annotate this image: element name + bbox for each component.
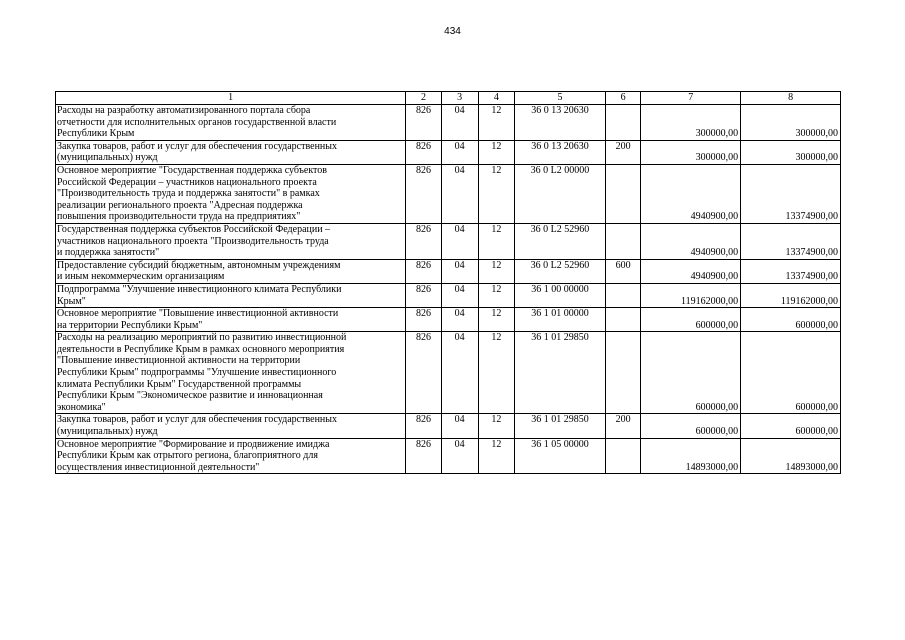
- expense-name-line: отчетности для исполнительных органов государственной власти: [57, 116, 337, 128]
- target-article-cell: 36 0 L2 52960: [515, 259, 606, 283]
- expense-name-line: Республики Крым" подпрограммы "Улучшение инвестиционного: [57, 367, 337, 379]
- section-code-cell: 04: [441, 140, 478, 164]
- section-code-cell: 04: [441, 308, 478, 332]
- amount-year2-cell: 14893000,00: [741, 438, 841, 474]
- table-row: [56, 308, 841, 332]
- ministry-code-cell: 826: [406, 414, 442, 438]
- table-row: [56, 438, 841, 474]
- table-row: [56, 223, 841, 259]
- expense-name-cell: [56, 332, 406, 414]
- expense-name-line: реализации регионального проекта "Адресная поддержка: [57, 199, 303, 211]
- expense-type-cell: [605, 105, 641, 141]
- target-article-cell: 36 0 L2 00000: [515, 164, 606, 223]
- subsection-code-cell: 12: [478, 308, 515, 332]
- expense-name-line: экономика": [57, 401, 106, 413]
- subsection-code-cell: 12: [478, 414, 515, 438]
- column-number: 6: [605, 92, 641, 105]
- expense-type-cell: [605, 223, 641, 259]
- expense-name-cell: [56, 283, 406, 307]
- section-code-cell: 04: [441, 105, 478, 141]
- amount-year1-cell: 14893000,00: [641, 438, 741, 474]
- subsection-code-cell: 12: [478, 223, 515, 259]
- subsection-code-cell: 12: [478, 259, 515, 283]
- expense-name-line: Предоставление субсидий бюджетным, автономным учреждениям: [57, 259, 341, 271]
- budget-table: [55, 91, 841, 474]
- expense-name-line: и поддержка занятости": [57, 247, 160, 259]
- target-article-cell: 36 1 01 00000: [515, 308, 606, 332]
- amount-year2-cell: 600000,00: [741, 332, 841, 414]
- expense-name-cell: [56, 164, 406, 223]
- amount-year2-cell: 600000,00: [741, 308, 841, 332]
- expense-name-line: Закупка товаров, работ и услуг для обеспечения государственных: [57, 140, 338, 152]
- target-article-cell: 36 0 13 20630: [515, 105, 606, 141]
- expense-name-line: Республики Крым "Экономическое развитие и инновационная: [57, 390, 323, 402]
- amount-year2-cell: 13374900,00: [741, 164, 841, 223]
- amount-year1-cell: 300000,00: [641, 105, 741, 141]
- expense-name-line: и иным некоммерческим организациям: [57, 271, 225, 283]
- expense-type-cell: [605, 332, 641, 414]
- expense-name-line: (муниципальных) нужд: [57, 426, 158, 438]
- ministry-code-cell: 826: [406, 105, 442, 141]
- target-article-cell: 36 1 01 29850: [515, 414, 606, 438]
- section-code-cell: 04: [441, 283, 478, 307]
- expense-type-cell: [605, 308, 641, 332]
- expense-name-line: осуществления инвестиционной деятельности": [57, 461, 260, 473]
- expense-name-cell: [56, 414, 406, 438]
- ministry-code-cell: 826: [406, 164, 442, 223]
- expense-name-line: (муниципальных) нужд: [57, 152, 158, 164]
- column-number-row: [56, 92, 841, 105]
- amount-year2-cell: 600000,00: [741, 414, 841, 438]
- column-number: 8: [741, 92, 841, 105]
- amount-year2-cell: 119162000,00: [741, 283, 841, 307]
- target-article-cell: 36 0 L2 52960: [515, 223, 606, 259]
- table-row: [56, 414, 841, 438]
- expense-name-line: участников национального проекта "Производительность труда: [57, 235, 329, 247]
- expense-name-line: Основное мероприятие "Повышение инвестиционной активности: [57, 308, 339, 320]
- ministry-code-cell: 826: [406, 140, 442, 164]
- expense-name-cell: [56, 223, 406, 259]
- expense-name-line: Российской Федерации – участников национального проекта: [57, 176, 317, 188]
- expense-type-cell: 200: [605, 140, 641, 164]
- ministry-code-cell: 826: [406, 438, 442, 474]
- expense-name-line: Подпрограмма "Улучшение инвестиционного климата Республики: [57, 283, 342, 295]
- expense-name-line: климата Республики Крым" Государственной программы: [57, 378, 302, 390]
- expense-name-cell: [56, 308, 406, 332]
- expense-name-line: на территории Республики Крым": [57, 319, 203, 331]
- ministry-code-cell: 826: [406, 283, 442, 307]
- target-article-cell: 36 1 05 00000: [515, 438, 606, 474]
- ministry-code-cell: 826: [406, 259, 442, 283]
- page-number: 434: [444, 26, 461, 37]
- expense-type-cell: 200: [605, 414, 641, 438]
- section-code-cell: 04: [441, 438, 478, 474]
- amount-year2-cell: 13374900,00: [741, 259, 841, 283]
- expense-name-line: Республики Крым: [57, 128, 135, 140]
- target-article-cell: 36 1 01 29850: [515, 332, 606, 414]
- amount-year1-cell: 600000,00: [641, 308, 741, 332]
- section-code-cell: 04: [441, 223, 478, 259]
- amount-year1-cell: 600000,00: [641, 414, 741, 438]
- table-row: [56, 105, 841, 141]
- ministry-code-cell: 826: [406, 223, 442, 259]
- amount-year1-cell: 600000,00: [641, 332, 741, 414]
- column-number: 3: [441, 92, 478, 105]
- subsection-code-cell: 12: [478, 283, 515, 307]
- expense-name-line: повышения производительности труда на предприятиях": [57, 211, 301, 223]
- expense-type-cell: [605, 283, 641, 307]
- column-number: 5: [515, 92, 606, 105]
- table-row: [56, 259, 841, 283]
- amount-year2-cell: 13374900,00: [741, 223, 841, 259]
- column-number: 7: [641, 92, 741, 105]
- expense-name-line: Основное мероприятие "Государственная поддержка субъектов: [57, 164, 328, 176]
- expense-name-line: Закупка товаров, работ и услуг для обеспечения государственных: [57, 414, 338, 426]
- ministry-code-cell: 826: [406, 308, 442, 332]
- expense-name-line: "Повышение инвестиционной активности на территории: [57, 355, 301, 367]
- column-number: 1: [56, 92, 406, 105]
- expense-type-cell: 600: [605, 259, 641, 283]
- subsection-code-cell: 12: [478, 332, 515, 414]
- target-article-cell: 36 0 13 20630: [515, 140, 606, 164]
- table-row: [56, 164, 841, 223]
- subsection-code-cell: 12: [478, 105, 515, 141]
- amount-year1-cell: 4940900,00: [641, 259, 741, 283]
- section-code-cell: 04: [441, 414, 478, 438]
- expense-name-line: "Производительность труда и поддержка занятости" в рамках: [57, 188, 320, 200]
- subsection-code-cell: 12: [478, 164, 515, 223]
- expense-type-cell: [605, 164, 641, 223]
- expense-name-cell: [56, 140, 406, 164]
- amount-year1-cell: 4940900,00: [641, 223, 741, 259]
- expense-name-line: Государственная поддержка субъектов Российской Федерации –: [57, 223, 331, 235]
- ministry-code-cell: 826: [406, 332, 442, 414]
- section-code-cell: 04: [441, 164, 478, 223]
- expense-type-cell: [605, 438, 641, 474]
- expense-name-line: деятельности в Республике Крым в рамках основного мероприятия: [57, 343, 345, 355]
- expense-name-line: Расходы на реализацию мероприятий по развитию инвестиционной: [57, 332, 347, 344]
- expense-name-cell: [56, 105, 406, 141]
- subsection-code-cell: 12: [478, 140, 515, 164]
- expense-name-cell: [56, 259, 406, 283]
- expense-name-line: Республики Крым как отрытого региона, благоприятного для: [57, 450, 318, 462]
- subsection-code-cell: 12: [478, 438, 515, 474]
- expense-name-line: Расходы на разработку автоматизированного портала сбора: [57, 105, 311, 116]
- table-row: [56, 332, 841, 414]
- column-number: 4: [478, 92, 515, 105]
- amount-year1-cell: 4940900,00: [641, 164, 741, 223]
- table-row: [56, 140, 841, 164]
- column-number: 2: [406, 92, 442, 105]
- target-article-cell: 36 1 00 00000: [515, 283, 606, 307]
- section-code-cell: 04: [441, 332, 478, 414]
- expense-name-line: Основное мероприятие "Формирование и продвижение имиджа: [57, 438, 330, 450]
- table-row: [56, 283, 841, 307]
- amount-year2-cell: 300000,00: [741, 140, 841, 164]
- amount-year1-cell: 119162000,00: [641, 283, 741, 307]
- amount-year1-cell: 300000,00: [641, 140, 741, 164]
- section-code-cell: 04: [441, 259, 478, 283]
- expense-name-line: Крым": [57, 295, 86, 307]
- expense-name-cell: [56, 438, 406, 474]
- amount-year2-cell: 300000,00: [741, 105, 841, 141]
